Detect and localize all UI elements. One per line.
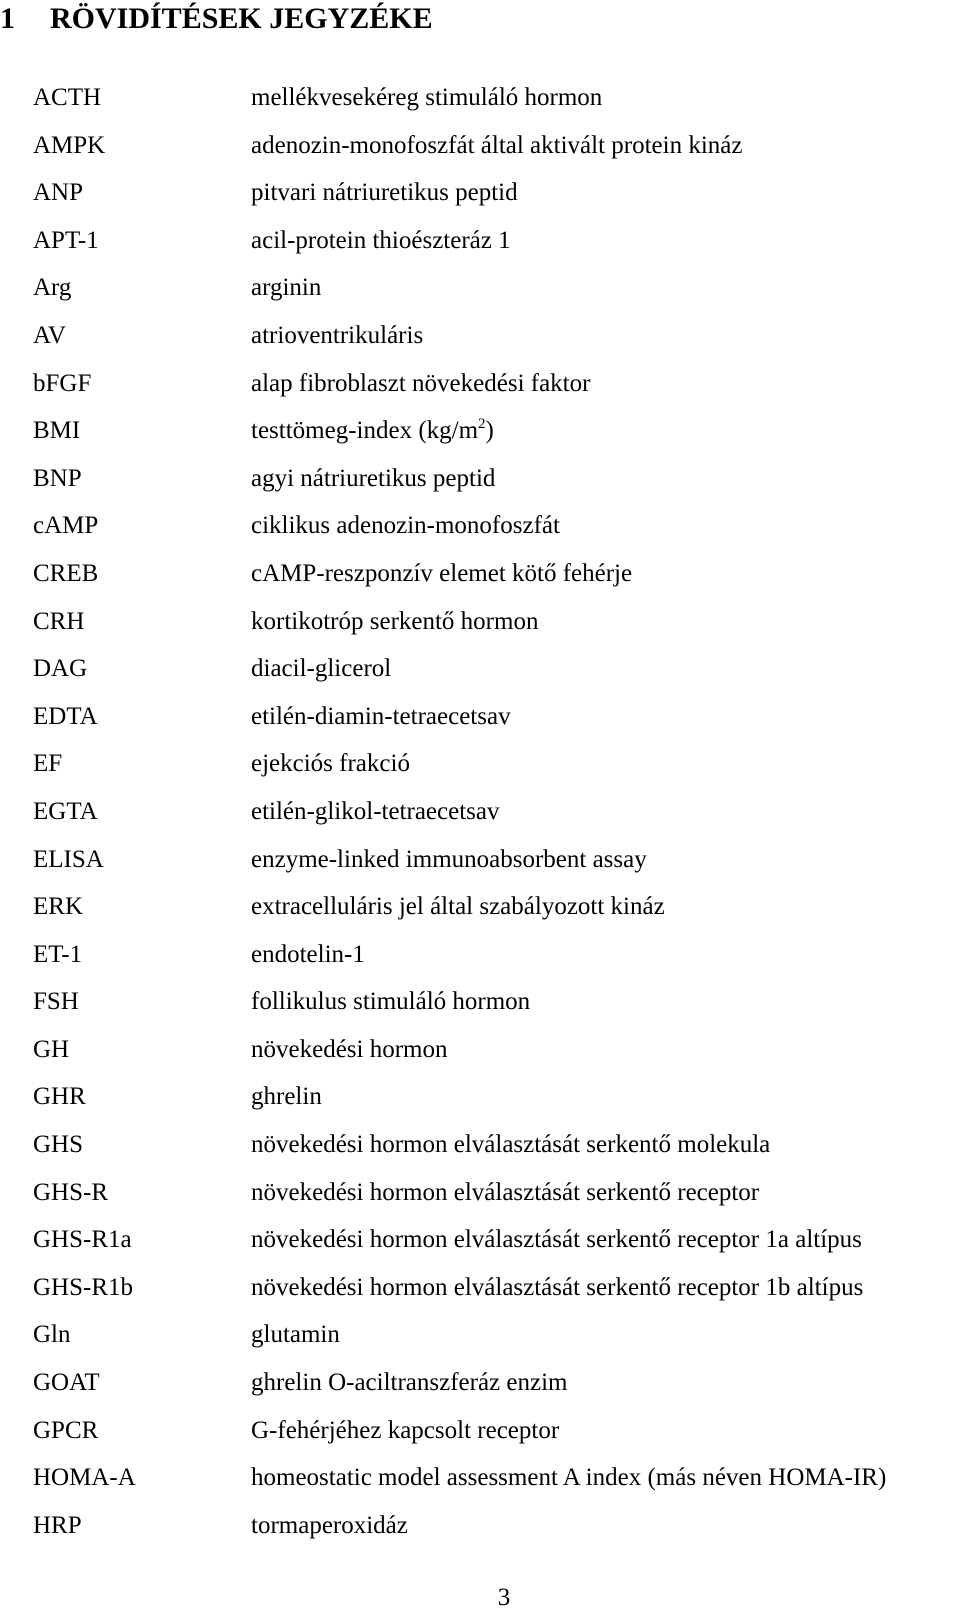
definition-text: extracelluláris jel által szabályozott kináz — [251, 893, 665, 921]
abbreviation-row — [33, 744, 953, 792]
abbreviation-term: APT-1 — [33, 226, 99, 254]
abbreviation-row — [33, 1173, 953, 1221]
definition-text: növekedési hormon elválasztását serkentő receptor 1b altípus — [251, 1273, 864, 1301]
abbreviation-row — [33, 649, 953, 697]
abbreviation-definition — [251, 1030, 447, 1070]
abbreviation-definition — [251, 649, 391, 689]
abbreviation-row — [33, 1220, 953, 1268]
abbreviation-term: ERK — [33, 893, 83, 921]
abbreviation-definition — [251, 459, 495, 499]
abbreviation-term: EGTA — [33, 797, 98, 825]
abbreviation-row — [33, 459, 953, 507]
abbreviation-term: GPCR — [33, 1416, 99, 1444]
abbreviation-definition — [251, 744, 410, 784]
definition-text: etilén-diamin-tetraecetsav — [251, 702, 511, 730]
abbreviation-definition — [251, 1458, 886, 1498]
section-title: RÖVIDÍTÉSEK JEGYZÉKE — [50, 2, 433, 35]
abbreviation-term: HOMA-A — [33, 1464, 136, 1492]
abbreviation-row — [33, 792, 953, 840]
definition-text: glutamin — [251, 1321, 340, 1349]
abbreviation-row — [33, 1458, 953, 1506]
abbreviation-definition — [251, 554, 632, 594]
abbreviation-row — [33, 411, 953, 459]
abbreviation-term: GH — [33, 1035, 70, 1063]
definition-suffix: ) — [485, 417, 494, 445]
abbreviation-term: cAMP — [33, 512, 99, 540]
abbreviation-row — [33, 1411, 953, 1459]
abbreviation-term: HRP — [33, 1511, 82, 1539]
abbreviation-row — [33, 316, 953, 364]
definition-text: kortikotróp serkentő hormon — [251, 607, 539, 635]
definition-text: agyi nátriuretikus peptid — [251, 464, 496, 492]
abbreviation-term: FSH — [33, 988, 79, 1016]
abbreviation-term: DAG — [33, 655, 88, 683]
abbreviation-definition — [251, 1363, 568, 1403]
abbreviation-definition — [251, 78, 602, 118]
abbreviation-definition — [251, 1268, 863, 1308]
abbreviation-term: GHR — [33, 1083, 86, 1111]
definition-text: acil-protein thioészteráz 1 — [251, 226, 511, 254]
definition-text: G-fehérjéhez kapcsolt receptor — [251, 1416, 560, 1444]
definition-superscript: 2 — [478, 416, 486, 433]
abbreviation-definition — [251, 1125, 770, 1165]
abbreviation-term: CRH — [33, 607, 85, 635]
abbreviation-term: GHS-R1b — [33, 1273, 134, 1301]
abbreviation-definition — [251, 364, 590, 404]
abbreviation-definition — [251, 1411, 559, 1451]
abbreviation-row — [33, 1315, 953, 1363]
abbreviation-term: GHS-R — [33, 1178, 109, 1206]
definition-text: follikulus stimuláló hormon — [251, 988, 531, 1016]
abbreviation-row — [33, 1125, 953, 1173]
abbreviation-definition — [251, 887, 665, 927]
definition-text: arginin — [251, 274, 322, 302]
definition-text: atrioventrikuláris — [251, 321, 424, 349]
abbreviation-definition — [251, 1506, 408, 1546]
abbreviation-row — [33, 1077, 953, 1125]
abbreviation-term: ELISA — [33, 845, 104, 873]
abbreviation-term: EDTA — [33, 702, 98, 730]
definition-text: etilén-glikol-tetraecetsav — [251, 797, 500, 825]
definition-text: növekedési hormon elválasztását serkentő receptor — [251, 1178, 760, 1206]
abbreviation-row — [33, 982, 953, 1030]
abbreviation-definition — [251, 221, 511, 261]
abbreviation-term: bFGF — [33, 369, 92, 397]
abbreviation-term: Gln — [33, 1321, 71, 1349]
abbreviation-term: Arg — [33, 274, 72, 302]
abbreviation-row — [33, 506, 953, 554]
abbreviation-row — [33, 697, 953, 745]
definition-text: növekedési hormon elválasztását serkentő molekula — [251, 1131, 771, 1159]
abbreviation-definition — [251, 411, 494, 451]
abbreviation-row — [33, 935, 953, 983]
definition-text: endotelin-1 — [251, 940, 365, 968]
definition-text: testtömeg-index (kg/m — [251, 417, 479, 445]
abbreviation-definition — [251, 173, 518, 213]
abbreviation-definition — [251, 1077, 322, 1117]
abbreviation-row — [33, 1363, 953, 1411]
abbreviation-definition — [251, 935, 365, 975]
abbreviation-definition — [251, 697, 511, 737]
abbreviation-definition — [251, 316, 423, 356]
definition-text: növekedési hormon elválasztását serkentő receptor 1a altípus — [251, 1226, 862, 1254]
definition-text: ejekciós frakció — [251, 750, 410, 778]
definition-text: ghrelin — [251, 1083, 322, 1111]
definition-text: diacil-glicerol — [251, 655, 392, 683]
abbreviation-row — [33, 221, 953, 269]
definition-text: ciklikus adenozin-monofoszfát — [251, 512, 560, 540]
abbreviation-term: GOAT — [33, 1369, 100, 1397]
abbreviation-row — [33, 602, 953, 650]
abbreviation-row — [33, 126, 953, 174]
section-number: 1 — [0, 2, 15, 35]
section-heading — [0, 0, 433, 38]
abbreviation-row — [33, 887, 953, 935]
abbreviation-term: BNP — [33, 464, 82, 492]
abbreviation-term: GHS-R1a — [33, 1226, 132, 1254]
abbreviation-row — [33, 1030, 953, 1078]
abbreviation-definition — [251, 268, 321, 308]
abbreviation-row — [33, 364, 953, 412]
page-number: 3 — [497, 1584, 511, 1611]
abbreviation-term: ACTH — [33, 84, 102, 111]
definition-text: pitvari nátriuretikus peptid — [251, 179, 518, 207]
definition-text: cAMP-reszponzív elemet kötő fehérje — [251, 559, 633, 587]
abbreviation-definition — [251, 126, 742, 166]
abbreviation-row — [33, 268, 953, 316]
abbreviation-row — [33, 1268, 953, 1316]
abbreviation-definition — [251, 840, 647, 880]
definition-text: alap fibroblaszt növekedési faktor — [251, 369, 591, 397]
abbreviation-term: EF — [33, 750, 63, 778]
abbreviation-row — [33, 554, 953, 602]
abbreviation-definition — [251, 602, 538, 642]
abbreviation-term: AV — [33, 321, 66, 349]
abbreviation-definition — [251, 1315, 340, 1355]
definition-text: mellékvesekéreg stimuláló hormon — [251, 84, 603, 111]
definition-text: ghrelin O-aciltranszferáz enzim — [251, 1369, 568, 1397]
definition-text: enzyme-linked immunoabsorbent assay — [251, 845, 647, 873]
abbreviation-term: CREB — [33, 559, 99, 587]
definition-text: adenozin-monofoszfát által aktivált protein kináz — [251, 131, 743, 159]
abbreviation-term: ET-1 — [33, 940, 83, 968]
definition-text: homeostatic model assessment A index (más néven HOMA-IR) — [251, 1464, 887, 1492]
abbreviation-term: AMPK — [33, 131, 106, 159]
abbreviation-list — [33, 78, 953, 1553]
abbreviation-definition — [251, 1173, 759, 1213]
abbreviation-row — [33, 173, 953, 221]
abbreviation-row — [33, 840, 953, 888]
abbreviation-row — [33, 78, 953, 126]
abbreviation-term: BMI — [33, 417, 81, 445]
definition-text: tormaperoxidáz — [251, 1511, 408, 1539]
abbreviation-definition — [251, 792, 500, 832]
abbreviation-definition — [251, 506, 560, 546]
abbreviation-definition — [251, 1220, 862, 1260]
abbreviation-term: ANP — [33, 179, 84, 207]
abbreviation-row — [33, 1506, 953, 1554]
definition-text: növekedési hormon — [251, 1035, 448, 1063]
abbreviation-definition — [251, 982, 530, 1022]
abbreviation-term: GHS — [33, 1131, 84, 1159]
